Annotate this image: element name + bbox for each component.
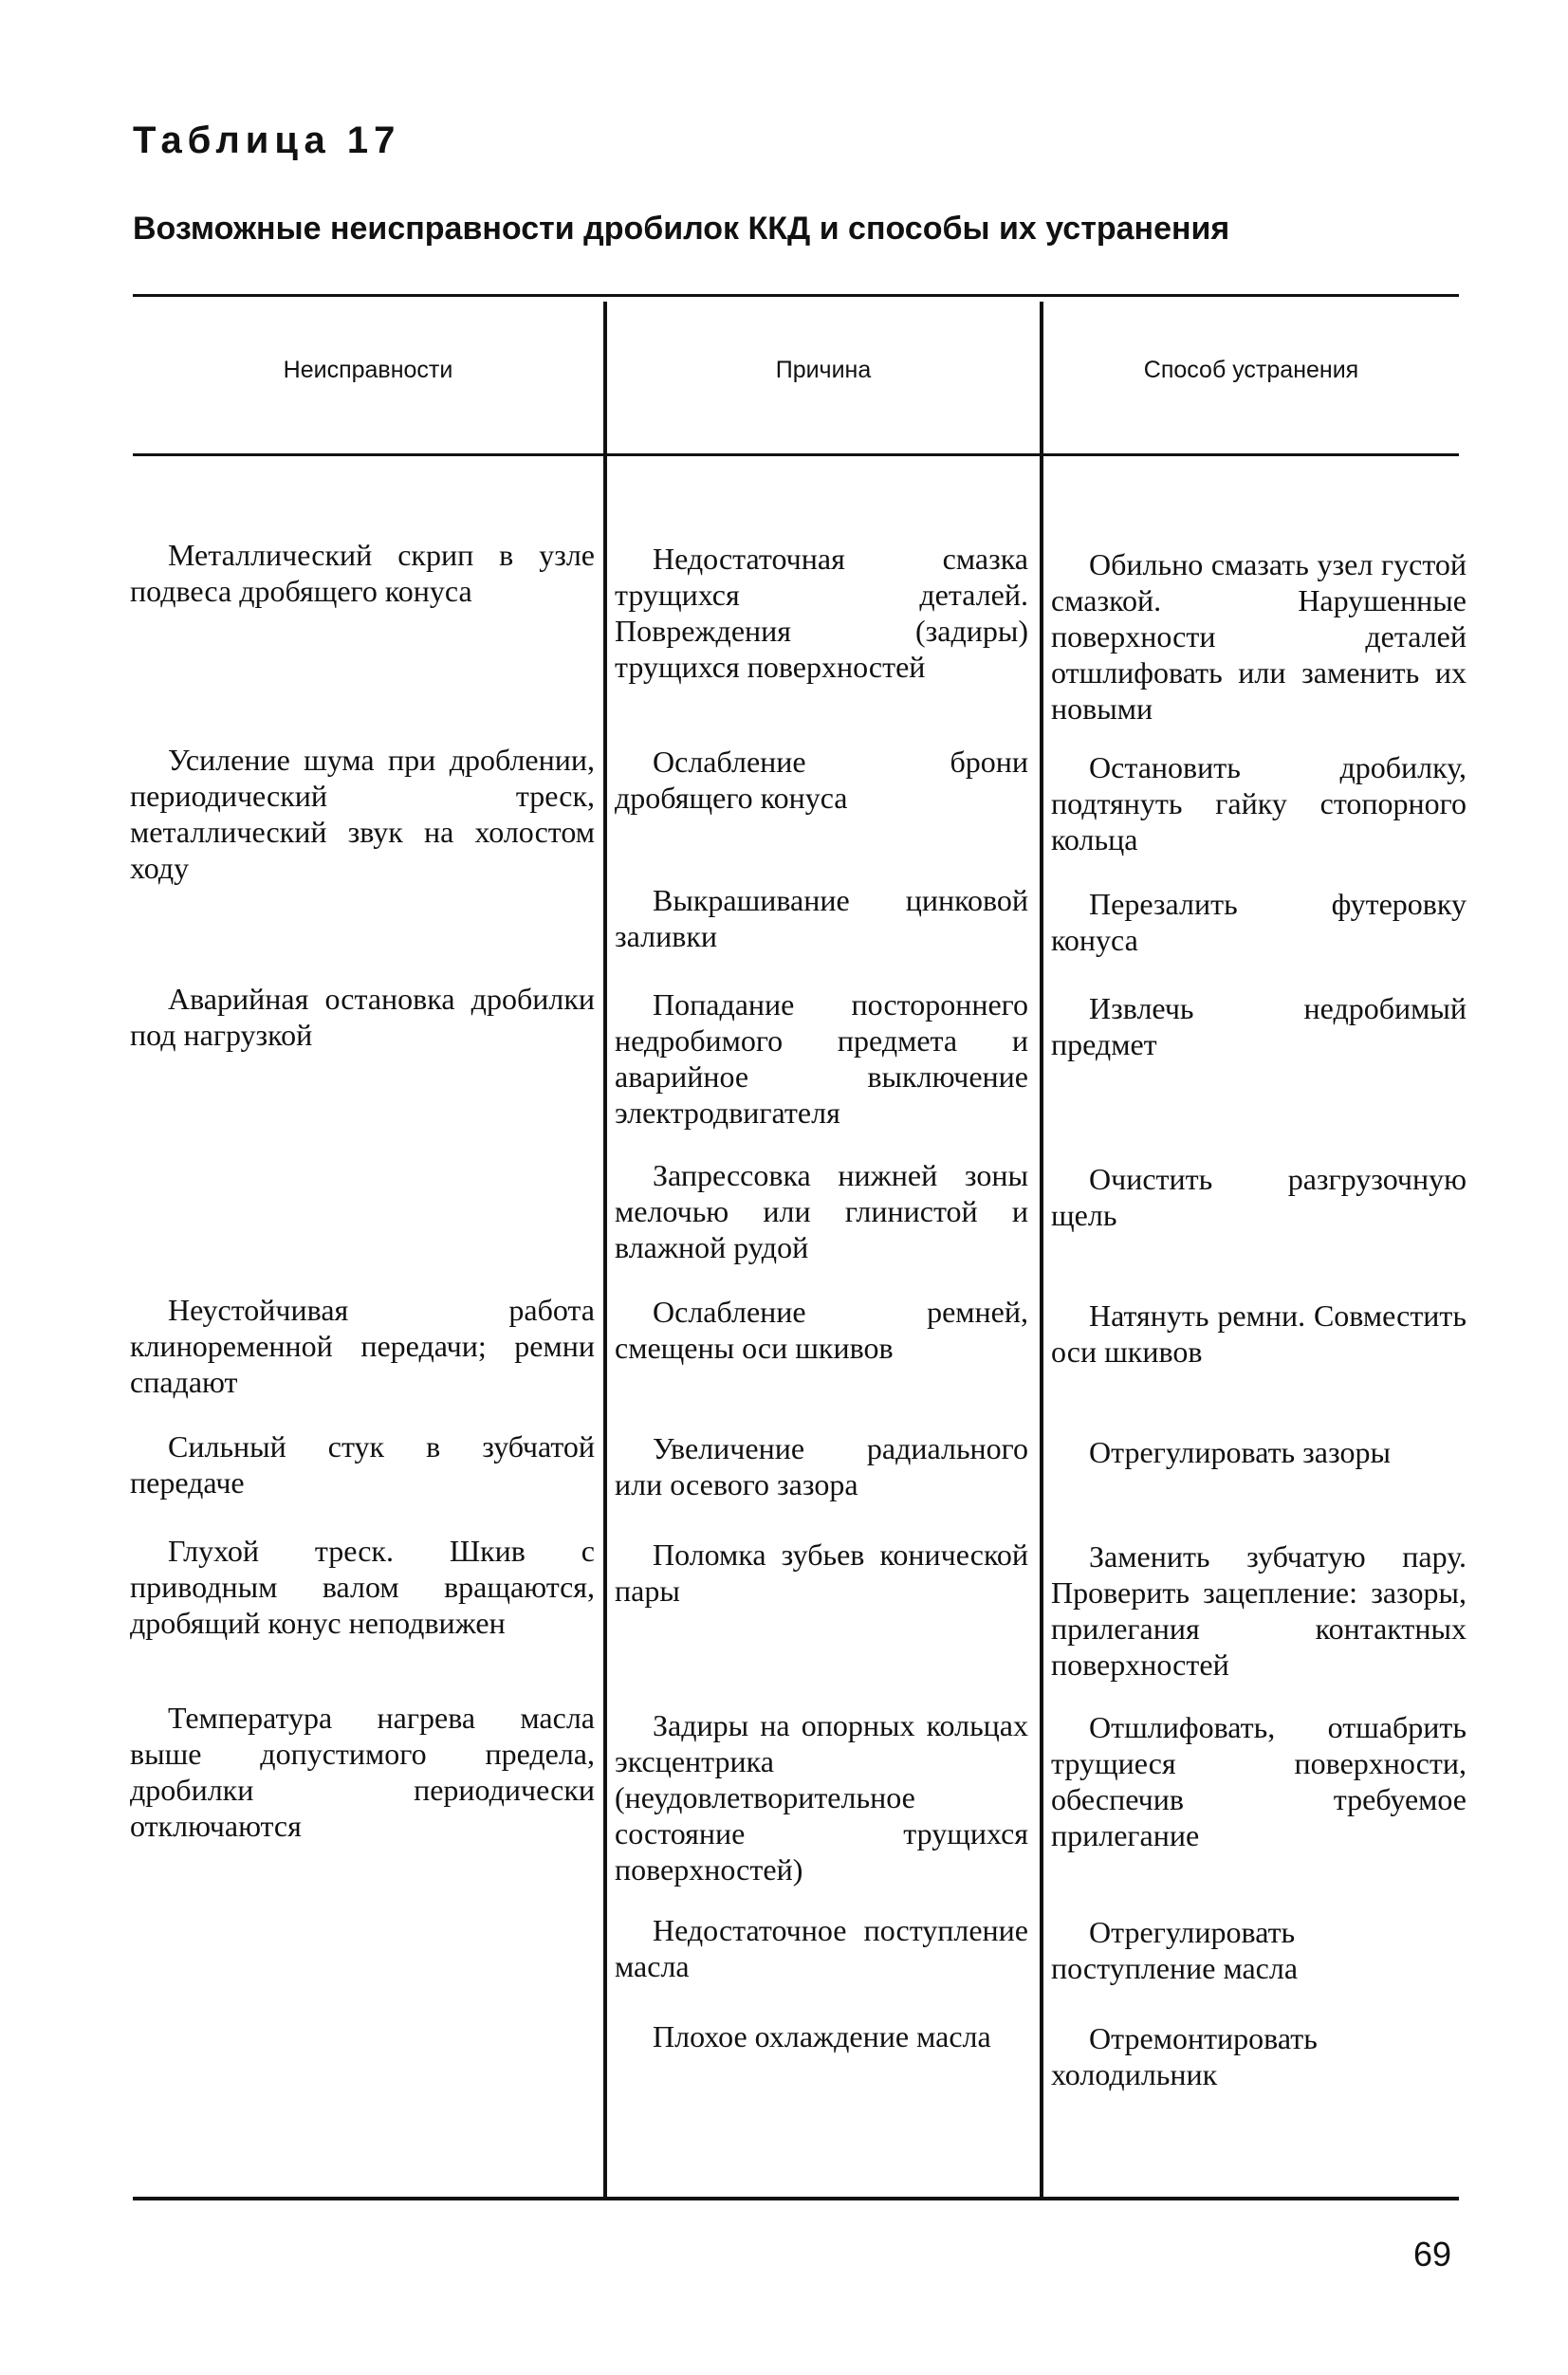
remedy-cell: Натянуть ремни. Совместить оси шкивов xyxy=(1051,1298,1467,1369)
table-bottom-rule xyxy=(133,2197,1459,2200)
remedy-cell: Остановить дробилку, подтянуть гайку стопорного кольца xyxy=(1051,750,1467,856)
fault-cell: Аварийная остановка дробилки под нагрузкой xyxy=(130,982,595,1052)
cause-cell: Поломка зубьев конической пары xyxy=(615,1537,1028,1608)
column-divider-1 xyxy=(603,302,607,2199)
remedy-cell: Извлечь недробимый предмет xyxy=(1051,991,1467,1061)
remedy-cell: Отрегулировать поступление масла xyxy=(1051,1915,1299,1985)
remedy-cell: Отшлифовать, отшабрить трущиеся поверхности, обеспечив требуемое прилегание xyxy=(1051,1710,1467,1852)
fault-cell: Сильный стук в зубчатой передаче xyxy=(130,1429,595,1500)
remedy-cell: Заменить зубчатую пару. Проверить зацепление: зазоры, прилегания контактных поверхностей xyxy=(1051,1539,1467,1682)
table-header-rule xyxy=(133,453,1459,456)
cause-cell: Ослабление брони дробящего конуса xyxy=(615,745,1028,815)
cause-cell: Плохое охлаждение масла xyxy=(653,2019,991,2053)
remedy-cell: Очистить разгрузочную щель xyxy=(1051,1162,1467,1232)
header-cause: Причина xyxy=(775,357,872,383)
table-label: Таблица 17 xyxy=(133,120,401,161)
cause-cell: Ослабление ремней, смещены оси шкивов xyxy=(615,1295,1028,1365)
fault-cell: Металлический скрип в узле подвеса дробящего конуса xyxy=(130,538,595,608)
header-remedy: Способ устранения xyxy=(1143,357,1359,383)
cause-cell: Запрессовка нижней зоны мелочью или глинистой и влажной рудой xyxy=(615,1158,1028,1264)
cause-cell: Попадание постороннего недробимого предмета и аварийное выключение электродвигателя xyxy=(615,987,1028,1130)
fault-cell: Глухой треск. Шкив с приводным валом вращаются, дробящий конус неподвижен xyxy=(130,1534,595,1640)
cause-cell: Выкрашивание цинковой заливки xyxy=(615,883,1028,953)
remedy-cell: Отремонтировать холодильник xyxy=(1051,2021,1318,2091)
cause-cell: Недостаточная смазка трущихся деталей. Повреждения (задиры) трущихся поверхностей xyxy=(615,542,1028,684)
fault-cell: Температура нагрева масла выше допустимого предела, дробилки периодически отключаются xyxy=(130,1701,595,1843)
table-top-rule xyxy=(133,294,1459,297)
table-title: Возможные неисправности дробилок ККД и способы их устранения xyxy=(133,211,1230,247)
cause-cell: Задиры на опорных кольцах эксцентрика (неудовлетворительное состояние трущихся поверхностей) xyxy=(615,1708,1028,1887)
cause-cell: Увеличение радиального или осевого зазора xyxy=(615,1431,1028,1501)
fault-cell: Неустойчивая работа клиноременной передачи; ремни спадают xyxy=(130,1293,595,1399)
cause-cell: Недостаточное поступление масла xyxy=(615,1913,1028,1983)
fault-cell: Усиление шума при дроблении, периодический треск, металлический звук на холостом ходу xyxy=(130,743,595,885)
remedy-cell: Обильно смазать узел густой смазкой. Нарушенные поверхности деталей отшлифовать или заменить их новыми xyxy=(1051,547,1467,726)
remedy-cell: Отрегулировать зазоры xyxy=(1089,1435,1391,1469)
page-number: 69 xyxy=(1413,2235,1452,2274)
column-divider-2 xyxy=(1040,302,1043,2199)
remedy-cell: Перезалить футеровку конуса xyxy=(1051,887,1467,957)
header-faults: Неисправности xyxy=(283,357,453,383)
